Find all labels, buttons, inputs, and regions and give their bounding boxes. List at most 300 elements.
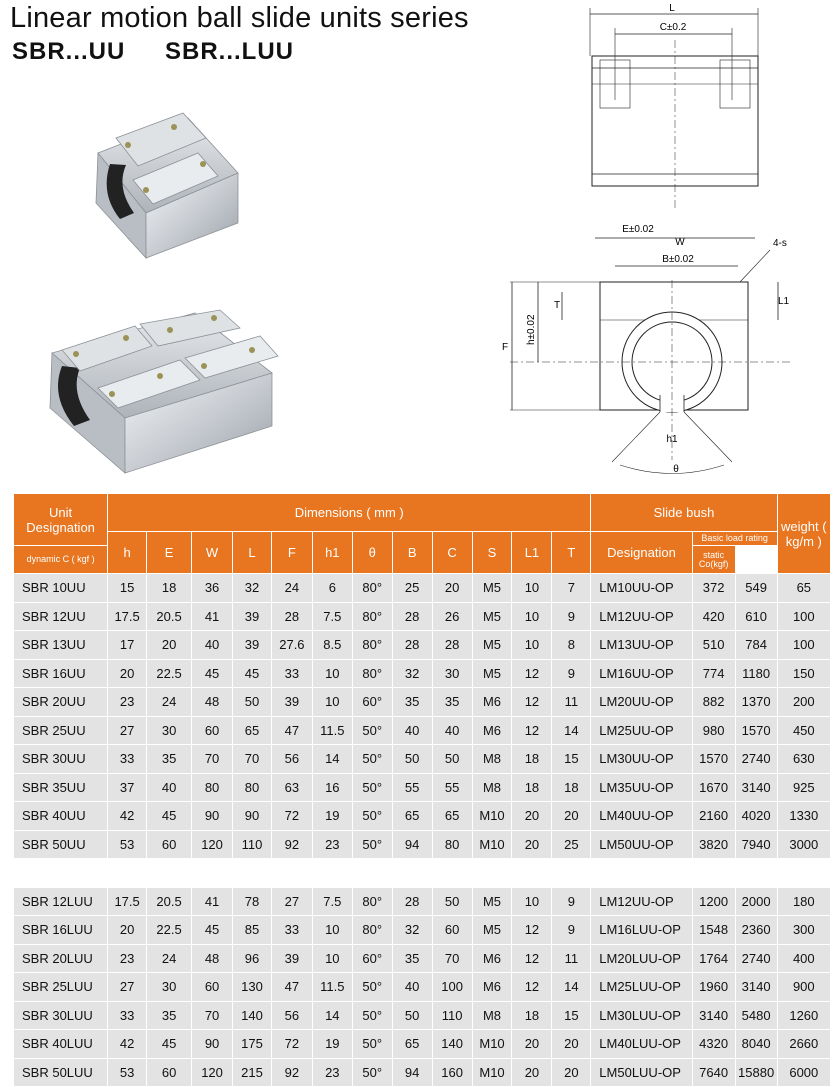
table-cell: 4020 bbox=[735, 802, 777, 831]
table-cell: 50 bbox=[392, 1001, 432, 1030]
table-cell: 80 bbox=[432, 830, 472, 859]
cell-unit-designation: SBR 12LUU bbox=[14, 887, 108, 916]
table-cell: 215 bbox=[233, 1058, 272, 1087]
table-cell: 510 bbox=[692, 631, 735, 660]
table-cell: 53 bbox=[108, 1058, 147, 1087]
table-cell: 50 bbox=[432, 745, 472, 774]
header-col-e: E bbox=[147, 532, 192, 574]
table-row bbox=[14, 745, 831, 774]
table-cell: M10 bbox=[472, 1058, 512, 1087]
table-cell: 70 bbox=[432, 944, 472, 973]
table-cell: 10 bbox=[312, 916, 352, 945]
table-cell: 27 bbox=[108, 973, 147, 1002]
table-cell: 33 bbox=[271, 916, 312, 945]
table-cell: 37 bbox=[108, 773, 147, 802]
table-cell: 17.5 bbox=[108, 602, 147, 631]
table-cell: 925 bbox=[777, 773, 830, 802]
table-cell: 36 bbox=[192, 574, 233, 603]
table-cell: 11 bbox=[552, 944, 591, 973]
table-cell: 50° bbox=[352, 1058, 392, 1087]
table-cell: 47 bbox=[271, 716, 312, 745]
dim-label-h: h±0.02 bbox=[526, 314, 537, 345]
cell-unit-designation: SBR 25LUU bbox=[14, 973, 108, 1002]
table-cell: 30 bbox=[147, 716, 192, 745]
table-cell: 10 bbox=[512, 574, 552, 603]
table-cell: 12 bbox=[512, 973, 552, 1002]
table-cell: 1370 bbox=[735, 688, 777, 717]
cell-unit-designation: SBR 50LUU bbox=[14, 1058, 108, 1087]
table-cell: 32 bbox=[392, 659, 432, 688]
table-row bbox=[14, 944, 831, 973]
table-cell: 7640 bbox=[692, 1058, 735, 1087]
table-cell: 65 bbox=[392, 802, 432, 831]
table-cell: 48 bbox=[192, 688, 233, 717]
table-cell: 60° bbox=[352, 688, 392, 717]
cell-unit-designation: SBR 10UU bbox=[14, 574, 108, 603]
table-cell: 3000 bbox=[777, 830, 830, 859]
table-cell: 55 bbox=[392, 773, 432, 802]
cell-unit-designation: SBR 30LUU bbox=[14, 1001, 108, 1030]
table-cell: 4320 bbox=[692, 1030, 735, 1059]
table-cell: 48 bbox=[192, 944, 233, 973]
table-cell: M5 bbox=[472, 631, 512, 660]
header-basic-load-rating: Basic load rating bbox=[692, 532, 777, 546]
table-cell: 56 bbox=[271, 745, 312, 774]
table-row bbox=[14, 716, 831, 745]
table-cell: 70 bbox=[192, 1001, 233, 1030]
table-cell: 80 bbox=[233, 773, 272, 802]
table-cell: 39 bbox=[271, 688, 312, 717]
table-cell: 200 bbox=[777, 688, 830, 717]
table-cell: 2160 bbox=[692, 802, 735, 831]
table-cell: 2660 bbox=[777, 1030, 830, 1059]
table-cell: 35 bbox=[392, 944, 432, 973]
table-cell: 1180 bbox=[735, 659, 777, 688]
table-separator bbox=[14, 859, 831, 888]
table-cell: 23 bbox=[312, 830, 352, 859]
table-cell: 39 bbox=[233, 631, 272, 660]
table-cell: 130 bbox=[233, 973, 272, 1002]
table-cell: 32 bbox=[233, 574, 272, 603]
table-cell: 80° bbox=[352, 659, 392, 688]
table-cell: 23 bbox=[108, 944, 147, 973]
table-cell: M8 bbox=[472, 745, 512, 774]
table-cell: 90 bbox=[233, 802, 272, 831]
table-cell: 20 bbox=[108, 659, 147, 688]
cell-designation: LM16LUU-OP bbox=[591, 916, 692, 945]
table-cell: 80° bbox=[352, 574, 392, 603]
table-cell: 20 bbox=[552, 1030, 591, 1059]
table-cell: 19 bbox=[312, 1030, 352, 1059]
table-cell: 610 bbox=[735, 602, 777, 631]
header-static: static Co(kgf) bbox=[692, 546, 735, 574]
table-cell: 45 bbox=[233, 659, 272, 688]
table-row bbox=[14, 631, 831, 660]
table-cell: 8040 bbox=[735, 1030, 777, 1059]
table-cell: 11.5 bbox=[312, 716, 352, 745]
table-row bbox=[14, 688, 831, 717]
cell-unit-designation: SBR 16LUU bbox=[14, 916, 108, 945]
table-cell: 90 bbox=[192, 1030, 233, 1059]
cell-unit-designation: SBR 13UU bbox=[14, 631, 108, 660]
table-cell: 28 bbox=[392, 631, 432, 660]
table-cell: 20.5 bbox=[147, 887, 192, 916]
table-cell: 20 bbox=[552, 802, 591, 831]
table-cell: 10 bbox=[512, 602, 552, 631]
table-cell: 35 bbox=[392, 688, 432, 717]
table-row bbox=[14, 830, 831, 859]
table-cell: 9 bbox=[552, 887, 591, 916]
cell-unit-designation: SBR 35UU bbox=[14, 773, 108, 802]
header-col-t: T bbox=[552, 532, 591, 574]
table-cell: M8 bbox=[472, 1001, 512, 1030]
table-cell: 50° bbox=[352, 1030, 392, 1059]
table-cell: M5 bbox=[472, 659, 512, 688]
table-cell: 110 bbox=[233, 830, 272, 859]
table-cell: 12 bbox=[512, 944, 552, 973]
table-cell: 12 bbox=[512, 659, 552, 688]
table-cell: 14 bbox=[312, 1001, 352, 1030]
table-cell: 39 bbox=[271, 944, 312, 973]
header-col-l1: L1 bbox=[512, 532, 552, 574]
table-cell: 94 bbox=[392, 1058, 432, 1087]
table-cell: 26 bbox=[432, 602, 472, 631]
table-cell: M5 bbox=[472, 916, 512, 945]
series-label-uu: SBR...UU bbox=[12, 38, 126, 65]
table-cell: 22.5 bbox=[147, 659, 192, 688]
table-cell: 17.5 bbox=[108, 887, 147, 916]
table-cell: 16 bbox=[312, 773, 352, 802]
table-cell: 2000 bbox=[735, 887, 777, 916]
table-cell: 60 bbox=[147, 1058, 192, 1087]
table-cell: 35 bbox=[147, 1001, 192, 1030]
table-cell: 1670 bbox=[692, 773, 735, 802]
table-cell: 30 bbox=[432, 659, 472, 688]
table-cell: 50° bbox=[352, 1001, 392, 1030]
table-cell: 140 bbox=[233, 1001, 272, 1030]
table-cell: 10 bbox=[512, 887, 552, 916]
dim-label-c: C±0.2 bbox=[659, 22, 687, 33]
cell-unit-designation: SBR 30UU bbox=[14, 745, 108, 774]
table-cell: 120 bbox=[192, 1058, 233, 1087]
table-row bbox=[14, 574, 831, 603]
table-cell: 20 bbox=[512, 1030, 552, 1059]
table-cell: 1200 bbox=[692, 887, 735, 916]
table-cell: 56 bbox=[271, 1001, 312, 1030]
header-unit-designation: Unit Designation bbox=[14, 494, 108, 546]
table-cell: 20 bbox=[512, 802, 552, 831]
table-cell: 50° bbox=[352, 973, 392, 1002]
cell-designation: LM12UU-OP bbox=[591, 602, 692, 631]
table-cell: M10 bbox=[472, 830, 512, 859]
slide-unit-short-photo bbox=[88, 108, 248, 268]
table-cell: 3140 bbox=[735, 973, 777, 1002]
table-cell: 28 bbox=[271, 602, 312, 631]
table-cell: 45 bbox=[147, 1030, 192, 1059]
table-cell: 20 bbox=[432, 574, 472, 603]
table-cell: 630 bbox=[777, 745, 830, 774]
table-cell: 175 bbox=[233, 1030, 272, 1059]
table-cell: 10 bbox=[512, 631, 552, 660]
table-cell: 92 bbox=[271, 830, 312, 859]
table-cell: 20 bbox=[512, 1058, 552, 1087]
header-col-l: L bbox=[233, 532, 272, 574]
series-label-luu: SBR...LUU bbox=[165, 38, 294, 65]
table-row bbox=[14, 973, 831, 1002]
table-cell: 11.5 bbox=[312, 973, 352, 1002]
table-cell: 19 bbox=[312, 802, 352, 831]
table-cell: 24 bbox=[271, 574, 312, 603]
table-cell: 65 bbox=[392, 1030, 432, 1059]
table-cell: 47 bbox=[271, 973, 312, 1002]
table-cell: 20 bbox=[108, 916, 147, 945]
table-cell: 2360 bbox=[735, 916, 777, 945]
table-cell: 980 bbox=[692, 716, 735, 745]
cell-designation: LM50UU-OP bbox=[591, 830, 692, 859]
header-col-h1: h1 bbox=[312, 532, 352, 574]
table-cell: 65 bbox=[777, 574, 830, 603]
table-body-luu bbox=[14, 887, 831, 1087]
table-cell: 50° bbox=[352, 830, 392, 859]
table-cell: 3140 bbox=[735, 773, 777, 802]
cell-unit-designation: SBR 40UU bbox=[14, 802, 108, 831]
header-slide-bush: Slide bush bbox=[591, 494, 777, 532]
table-cell: 40 bbox=[392, 716, 432, 745]
table-cell: 60 bbox=[432, 916, 472, 945]
table-cell: 882 bbox=[692, 688, 735, 717]
table-cell: 7 bbox=[552, 574, 591, 603]
table-cell: 27.6 bbox=[271, 631, 312, 660]
table-cell: 784 bbox=[735, 631, 777, 660]
table-cell: 160 bbox=[432, 1058, 472, 1087]
table-cell: 25 bbox=[552, 830, 591, 859]
table-cell: M6 bbox=[472, 688, 512, 717]
table-cell: 450 bbox=[777, 716, 830, 745]
header-col-theta: θ bbox=[352, 532, 392, 574]
table-cell: 40 bbox=[147, 773, 192, 802]
table-cell: 9 bbox=[552, 602, 591, 631]
table-cell: 27 bbox=[271, 887, 312, 916]
table-cell: 39 bbox=[233, 602, 272, 631]
table-cell: 65 bbox=[432, 802, 472, 831]
table-cell: 23 bbox=[312, 1058, 352, 1087]
header-col-c: C bbox=[432, 532, 472, 574]
table-cell: 150 bbox=[777, 659, 830, 688]
table-cell: 32 bbox=[392, 916, 432, 945]
table-cell: 1548 bbox=[692, 916, 735, 945]
table-cell: 372 bbox=[692, 574, 735, 603]
table-cell: 60° bbox=[352, 944, 392, 973]
table-cell: 20 bbox=[512, 830, 552, 859]
table-cell: M5 bbox=[472, 887, 512, 916]
cell-designation: LM25LUU-OP bbox=[591, 973, 692, 1002]
table-cell: 7.5 bbox=[312, 602, 352, 631]
table-cell: 6000 bbox=[777, 1058, 830, 1087]
table-cell: 80° bbox=[352, 631, 392, 660]
cell-unit-designation: SBR 12UU bbox=[14, 602, 108, 631]
table-cell: M6 bbox=[472, 716, 512, 745]
table-cell: 7940 bbox=[735, 830, 777, 859]
table-cell: 8 bbox=[552, 631, 591, 660]
table-cell: 94 bbox=[392, 830, 432, 859]
slide-unit-long-photo bbox=[40, 308, 280, 483]
table-cell: 72 bbox=[271, 1030, 312, 1059]
table-cell: 30 bbox=[147, 973, 192, 1002]
cell-unit-designation: SBR 20UU bbox=[14, 688, 108, 717]
table-cell: 80 bbox=[192, 773, 233, 802]
header-dimensions: Dimensions ( mm ) bbox=[108, 494, 591, 532]
table-cell: 10 bbox=[312, 688, 352, 717]
table-cell: 40 bbox=[192, 631, 233, 660]
table-cell: 55 bbox=[432, 773, 472, 802]
cell-unit-designation: SBR 16UU bbox=[14, 659, 108, 688]
header-col-f: F bbox=[271, 532, 312, 574]
table-row bbox=[14, 602, 831, 631]
table-row bbox=[14, 659, 831, 688]
table-row bbox=[14, 1058, 831, 1087]
cell-designation: LM10UU-OP bbox=[591, 574, 692, 603]
cell-designation: LM12UU-OP bbox=[591, 887, 692, 916]
cell-designation: LM20UU-OP bbox=[591, 688, 692, 717]
table-cell: 1330 bbox=[777, 802, 830, 831]
table-cell: 33 bbox=[108, 1001, 147, 1030]
table-cell: 50° bbox=[352, 773, 392, 802]
table-cell: 18 bbox=[552, 773, 591, 802]
table-cell: 400 bbox=[777, 944, 830, 973]
table-cell: 10 bbox=[312, 944, 352, 973]
cell-designation: LM35UU-OP bbox=[591, 773, 692, 802]
dim-label-l: L bbox=[669, 3, 675, 14]
table-cell: 1570 bbox=[692, 745, 735, 774]
table-cell: 17 bbox=[108, 631, 147, 660]
table-cell: 70 bbox=[192, 745, 233, 774]
cell-designation: LM40UU-OP bbox=[591, 802, 692, 831]
cell-designation: LM25UU-OP bbox=[591, 716, 692, 745]
table-cell: 60 bbox=[192, 973, 233, 1002]
table-cell: 2740 bbox=[735, 944, 777, 973]
table-cell: 1570 bbox=[735, 716, 777, 745]
table-cell: 33 bbox=[271, 659, 312, 688]
table-cell: 3820 bbox=[692, 830, 735, 859]
table-cell: 45 bbox=[147, 802, 192, 831]
table-cell: 63 bbox=[271, 773, 312, 802]
table-cell: 2740 bbox=[735, 745, 777, 774]
dim-label-t: T bbox=[554, 300, 561, 311]
table-cell: 15 bbox=[108, 574, 147, 603]
table-cell: 14 bbox=[312, 745, 352, 774]
table-cell: 549 bbox=[735, 574, 777, 603]
dim-label-f: F bbox=[502, 342, 509, 353]
table-cell: 41 bbox=[192, 887, 233, 916]
table-cell: M8 bbox=[472, 773, 512, 802]
table-cell: 50° bbox=[352, 716, 392, 745]
table-row bbox=[14, 1001, 831, 1030]
table-cell: 12 bbox=[512, 716, 552, 745]
cell-unit-designation: SBR 40LUU bbox=[14, 1030, 108, 1059]
cell-designation: LM20LUU-OP bbox=[591, 944, 692, 973]
header-col-b: B bbox=[392, 532, 432, 574]
table-cell: M5 bbox=[472, 574, 512, 603]
table-row bbox=[14, 887, 831, 916]
table-row bbox=[14, 773, 831, 802]
table-cell: 18 bbox=[512, 773, 552, 802]
table-cell: 100 bbox=[432, 973, 472, 1002]
dim-label-e: E±0.02 bbox=[622, 224, 654, 235]
table-cell: 45 bbox=[192, 916, 233, 945]
table-cell: 11 bbox=[552, 688, 591, 717]
table-cell: 60 bbox=[147, 830, 192, 859]
table-cell: 18 bbox=[147, 574, 192, 603]
table-cell: 35 bbox=[147, 745, 192, 774]
table-cell: 50 bbox=[432, 887, 472, 916]
cell-designation: LM30LUU-OP bbox=[591, 1001, 692, 1030]
front-view-drawing bbox=[490, 220, 800, 480]
cell-designation: LM16UU-OP bbox=[591, 659, 692, 688]
header-dynamic: dynamic C ( kgf ) bbox=[14, 546, 108, 574]
table-cell: 24 bbox=[147, 944, 192, 973]
table-cell: 140 bbox=[432, 1030, 472, 1059]
table-cell: 100 bbox=[777, 602, 830, 631]
cell-unit-designation: SBR 20LUU bbox=[14, 944, 108, 973]
table-cell: 33 bbox=[108, 745, 147, 774]
table-cell: 10 bbox=[312, 659, 352, 688]
table-cell: 50° bbox=[352, 802, 392, 831]
table-cell: 1960 bbox=[692, 973, 735, 1002]
table-cell: 1260 bbox=[777, 1001, 830, 1030]
table-cell: 15 bbox=[552, 745, 591, 774]
table-cell: 900 bbox=[777, 973, 830, 1002]
dim-label-b: B±0.02 bbox=[662, 254, 694, 265]
dim-label-theta: θ bbox=[673, 464, 679, 475]
table-cell: 45 bbox=[192, 659, 233, 688]
table-cell: 110 bbox=[432, 1001, 472, 1030]
header-col-s: S bbox=[472, 532, 512, 574]
table-cell: 9 bbox=[552, 659, 591, 688]
table-cell: 35 bbox=[432, 688, 472, 717]
table-cell: 42 bbox=[108, 802, 147, 831]
table-cell: 40 bbox=[432, 716, 472, 745]
table-row bbox=[14, 802, 831, 831]
table-cell: 40 bbox=[392, 973, 432, 1002]
table-cell: 12 bbox=[512, 916, 552, 945]
table-cell: 53 bbox=[108, 830, 147, 859]
table-cell: 96 bbox=[233, 944, 272, 973]
top-view-drawing bbox=[580, 0, 770, 215]
table-cell: 50 bbox=[392, 745, 432, 774]
table-cell: 774 bbox=[692, 659, 735, 688]
table-cell: 70 bbox=[233, 745, 272, 774]
table-cell: 20 bbox=[552, 1058, 591, 1087]
table-cell: 14 bbox=[552, 716, 591, 745]
table-row bbox=[14, 1030, 831, 1059]
page-title: Linear motion ball slide units series bbox=[10, 2, 469, 34]
table-cell: 28 bbox=[432, 631, 472, 660]
cell-designation: LM13UU-OP bbox=[591, 631, 692, 660]
table-cell: 28 bbox=[392, 887, 432, 916]
table-cell: 14 bbox=[552, 973, 591, 1002]
table-cell: M10 bbox=[472, 1030, 512, 1059]
table-cell: 6 bbox=[312, 574, 352, 603]
header-weight: weight ( kg/m ) bbox=[777, 494, 830, 574]
table-cell: 60 bbox=[192, 716, 233, 745]
dim-label-h1: h1 bbox=[666, 434, 678, 445]
table-cell: 28 bbox=[392, 602, 432, 631]
table-cell: 300 bbox=[777, 916, 830, 945]
table-cell: 20 bbox=[147, 631, 192, 660]
table-cell: 80° bbox=[352, 916, 392, 945]
header-designation: Designation bbox=[591, 532, 692, 574]
table-cell: 180 bbox=[777, 887, 830, 916]
